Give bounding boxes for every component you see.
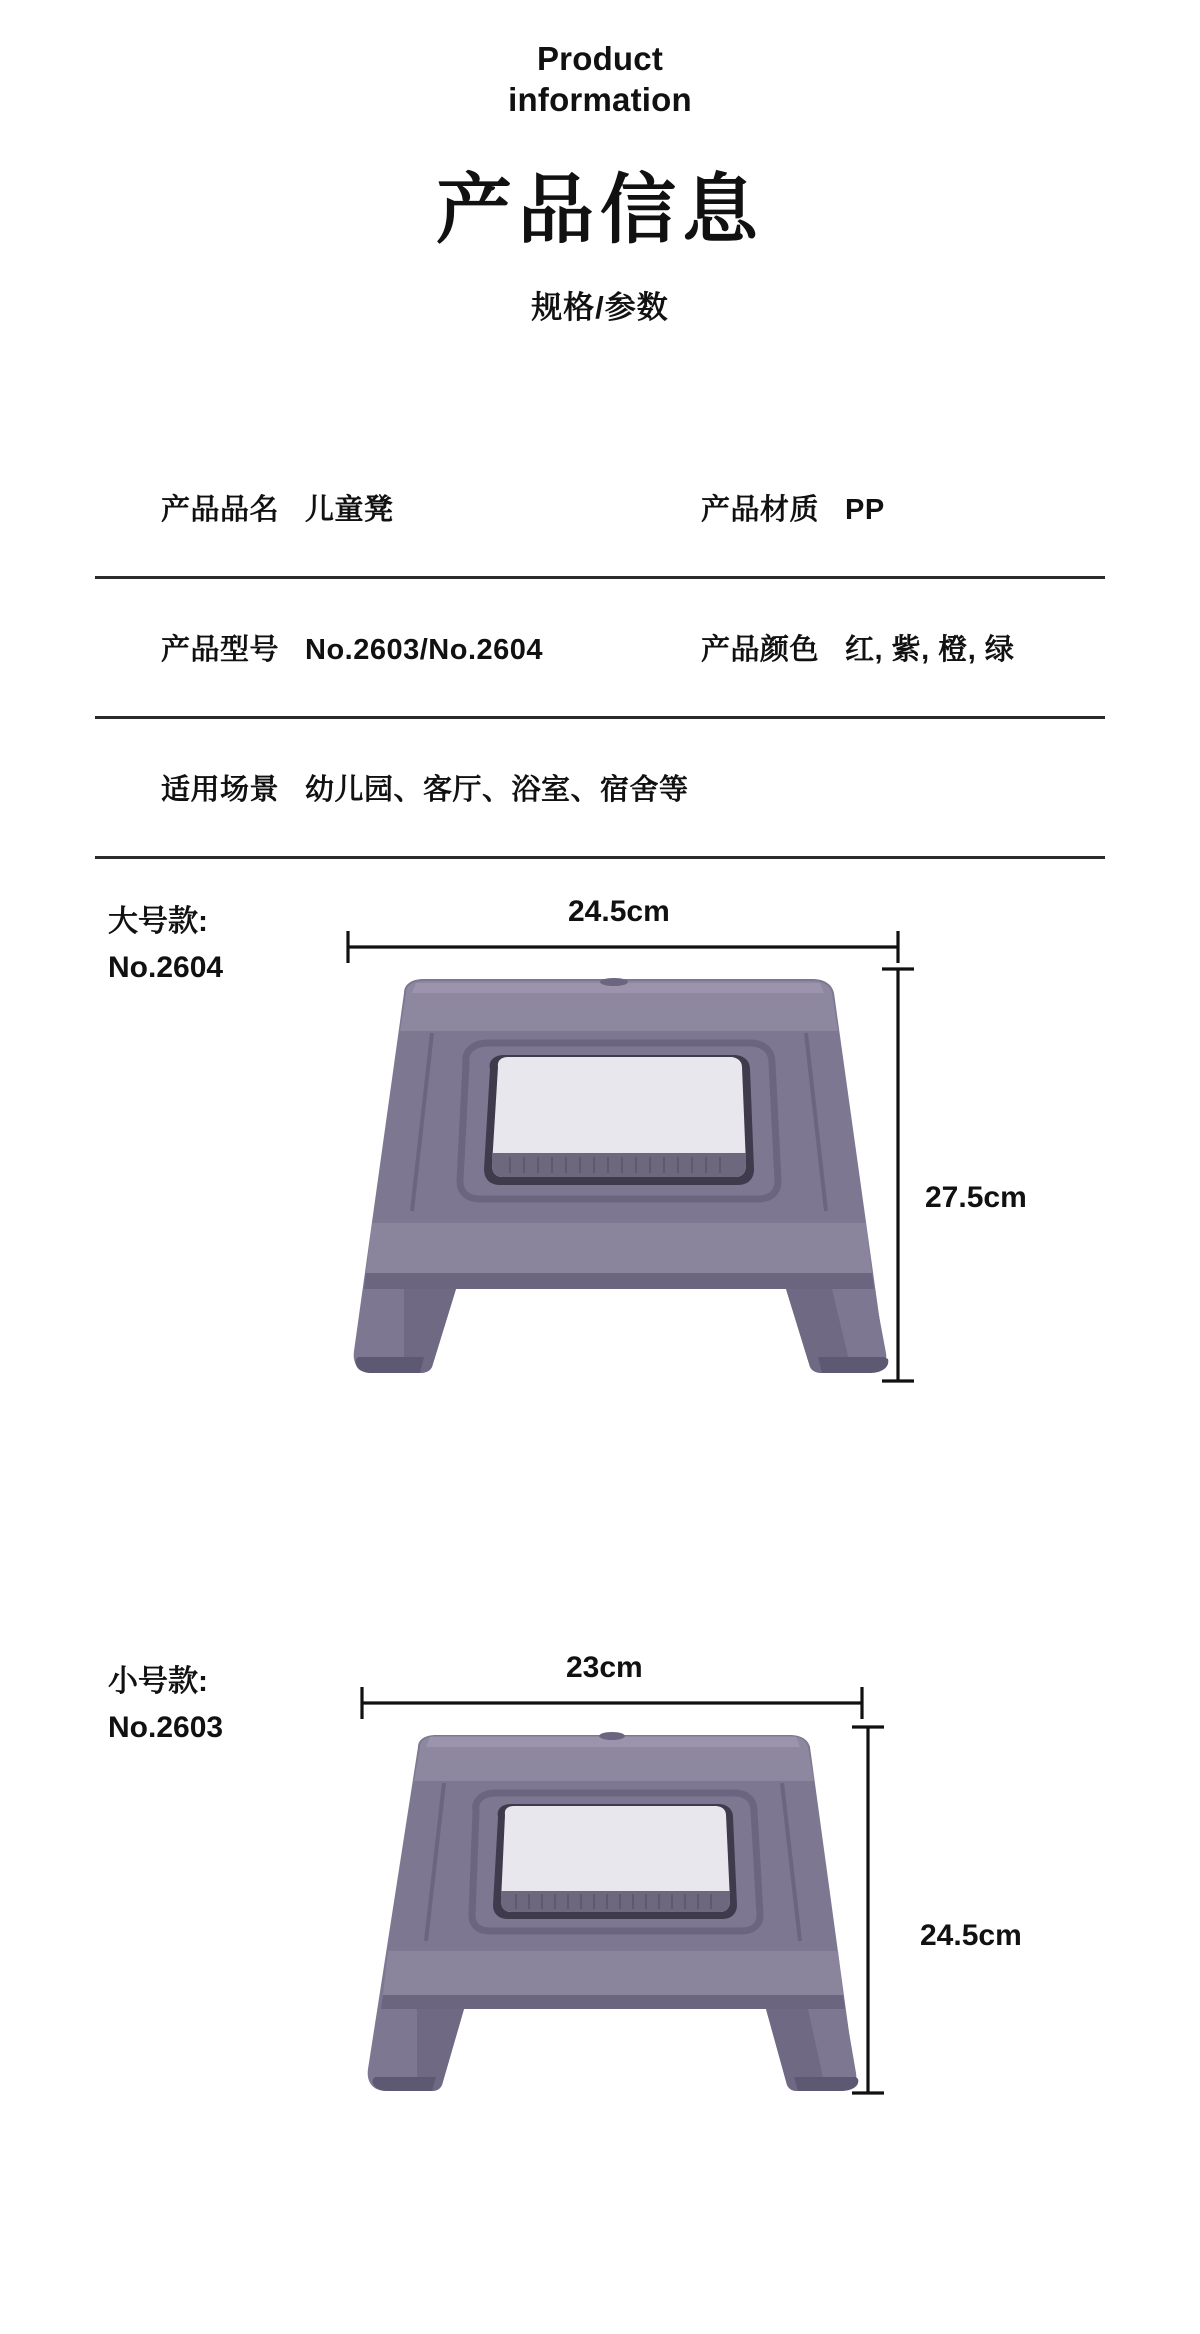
spec-cell-material xyxy=(701,487,1105,528)
specification-table xyxy=(95,439,1105,859)
page-subtitle: 规格/参数 xyxy=(531,289,669,325)
table-row xyxy=(95,579,1105,719)
spec-cell-color xyxy=(701,627,1105,668)
page-header xyxy=(0,0,1200,327)
spec-label: 产品颜色 xyxy=(701,633,820,666)
product-large-image xyxy=(0,881,1200,1581)
table-row xyxy=(95,719,1105,859)
height-dimension-line xyxy=(882,969,914,1381)
width-dimension-line xyxy=(362,1687,862,1719)
spec-value: 儿童凳 xyxy=(305,493,394,526)
page-title: 产品信息 xyxy=(436,167,764,253)
height-dimension-line xyxy=(852,1727,884,2093)
spec-cell-model xyxy=(161,627,701,668)
spec-value: PP xyxy=(845,493,885,526)
spec-cell-name xyxy=(161,487,701,528)
stool-body xyxy=(368,1732,859,2091)
stool-small-drawing xyxy=(0,1639,1200,2199)
spec-label: 适用场景 xyxy=(161,773,280,806)
spec-cell-scene xyxy=(161,767,689,808)
product-large-caption-line2: No.2604 xyxy=(108,951,224,985)
spec-value: 幼儿园、客厅、浴室、宿舍等 xyxy=(305,773,689,806)
product-large-caption-line1: 大号款: xyxy=(108,904,208,938)
product-large-width-label: 24.5cm xyxy=(568,894,670,928)
product-small xyxy=(0,1639,1200,2239)
title-english xyxy=(0,38,1200,121)
product-small-width-label: 23cm xyxy=(566,1650,643,1684)
spec-label: 产品材质 xyxy=(701,493,820,526)
product-large-height-label: 27.5cm xyxy=(925,1180,1027,1214)
title-english-line2: information xyxy=(508,81,692,119)
spec-value: No.2603/No.2604 xyxy=(305,633,544,666)
stool-body xyxy=(354,978,889,1373)
spec-label: 产品品名 xyxy=(161,493,280,526)
width-dimension-line xyxy=(348,931,898,963)
title-english-line1: Product xyxy=(536,40,664,77)
product-large xyxy=(0,881,1200,1581)
product-small-caption-line2: No.2603 xyxy=(108,1711,224,1745)
table-row xyxy=(95,439,1105,579)
product-small-height-label: 24.5cm xyxy=(920,1918,1022,1952)
product-small-caption-line1: 小号款: xyxy=(108,1664,208,1698)
product-small-image xyxy=(0,1639,1200,2199)
stool-large-drawing xyxy=(0,881,1200,1581)
spec-label: 产品型号 xyxy=(161,633,280,666)
spec-value: 红, 紫, 橙, 绿 xyxy=(845,633,1015,666)
